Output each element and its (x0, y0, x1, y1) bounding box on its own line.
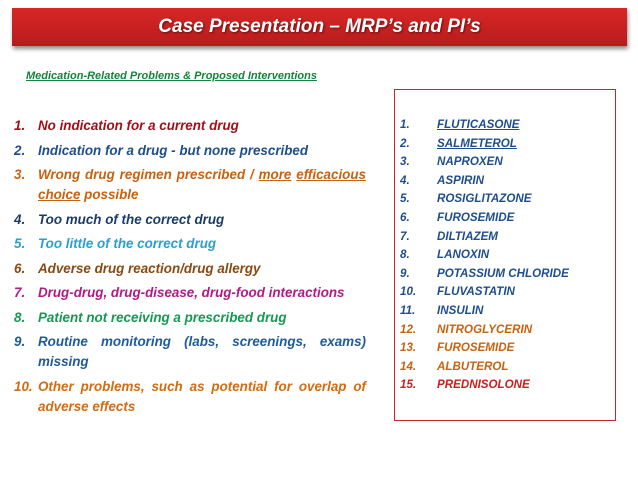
drug-number: 9. (400, 266, 410, 280)
drug-name: FLUTICASONE (437, 118, 520, 131)
problem-item (14, 234, 366, 254)
drug-number: 8. (400, 248, 410, 262)
drug-name: FUROSEMIDE (437, 210, 515, 224)
problem-number: 1. (14, 118, 26, 133)
problem-text: No indication for a current drug (38, 118, 239, 133)
drug-item (400, 283, 569, 302)
problem-number: 6. (14, 260, 26, 276)
drug-number: 13. (400, 341, 417, 355)
drug-number: 1. (400, 118, 410, 131)
drug-name: FUROSEMIDE (437, 341, 515, 355)
problem-number: 8. (14, 309, 26, 325)
problem-number: 10. (14, 378, 33, 394)
problem-number: 7. (14, 285, 26, 300)
drug-name: DILTIAZEM (437, 229, 498, 243)
problem-text: Other problems, such as potential for overlap of adverse effects (38, 378, 366, 414)
problem-text: Adverse drug reaction/drug allergy (38, 260, 261, 276)
drug-number: 3. (400, 155, 410, 169)
drug-number: 11. (400, 303, 416, 317)
drug-item (400, 190, 569, 209)
problem-text: Indication for a drug - but none prescribed (38, 142, 309, 158)
drug-item (400, 135, 569, 154)
problem-item (14, 165, 366, 205)
problem-item (14, 377, 366, 417)
problem-item (14, 332, 366, 372)
drug-item (400, 376, 569, 395)
drug-item (400, 172, 569, 191)
problem-text: Routine monitoring (labs, screenings, exams) missing (38, 334, 366, 369)
problem-number: 9. (14, 334, 26, 349)
drug-item (400, 321, 569, 340)
problem-item (14, 141, 366, 161)
problem-text (38, 165, 366, 205)
drug-name: ROSIGLITAZONE (437, 192, 532, 206)
drug-number: 6. (400, 210, 410, 224)
problem-number: 5. (14, 236, 26, 251)
drug-item (400, 339, 569, 358)
problem-number: 4. (14, 211, 26, 227)
title-bar (12, 8, 627, 46)
problem-text: Drug-drug, drug-disease, drug-food interactions (38, 285, 345, 300)
drug-name: FLUVASTATIN (437, 285, 515, 299)
drug-item (400, 228, 569, 247)
drug-name: PREDNISOLONE (437, 378, 530, 392)
drug-item (400, 246, 569, 265)
drug-name: LANOXIN (437, 248, 490, 262)
drug-number: 7. (400, 229, 410, 243)
drug-number: 4. (400, 173, 410, 187)
problem-item (14, 283, 366, 303)
drug-item (400, 358, 569, 377)
drug-number: 15. (400, 378, 417, 392)
problem-number: 3. (14, 167, 26, 182)
drug-name: NAPROXEN (437, 155, 503, 169)
drug-name: NITROGLYCERIN (437, 322, 533, 336)
problem-item (14, 210, 366, 230)
drug-name: ASPIRIN (437, 173, 485, 187)
drug-number: 2. (400, 136, 410, 150)
subtitle: Medication-Related Problems & Proposed Interventions (26, 70, 317, 82)
problem-text: Too little of the correct drug (38, 236, 217, 251)
drug-name: ALBUTEROL (437, 359, 509, 373)
drug-item (400, 209, 569, 228)
drug-name: SALMETEROL (437, 136, 517, 150)
drug-list (400, 116, 569, 395)
problem-number: 2. (14, 142, 26, 158)
drug-name: POTASSIUM CHLORIDE (437, 266, 569, 280)
problem-item (14, 116, 366, 136)
slide-title: Case Presentation – MRP’s and PI’s (158, 16, 481, 37)
problem-text-part: Wrong drug regimen prescribed / (38, 167, 254, 182)
efficacious-choice-link: efficacious choice (38, 167, 366, 202)
drug-name: INSULIN (437, 303, 484, 317)
drug-number: 14. (400, 359, 417, 373)
drug-number: 10. (400, 285, 417, 299)
drug-number: 5. (400, 192, 410, 206)
problem-list (14, 116, 366, 421)
problem-text: Patient not receiving a prescribed drug (38, 309, 287, 325)
drug-item (400, 116, 569, 135)
drug-item (400, 153, 569, 172)
drug-number: 12. (400, 322, 417, 336)
more-link: more (258, 167, 292, 182)
problem-item (14, 308, 366, 328)
drug-item (400, 302, 569, 321)
problem-text: Too much of the correct drug (38, 211, 225, 227)
drug-item (400, 265, 569, 284)
problem-item (14, 259, 366, 279)
problem-text-part: possible (84, 187, 139, 202)
